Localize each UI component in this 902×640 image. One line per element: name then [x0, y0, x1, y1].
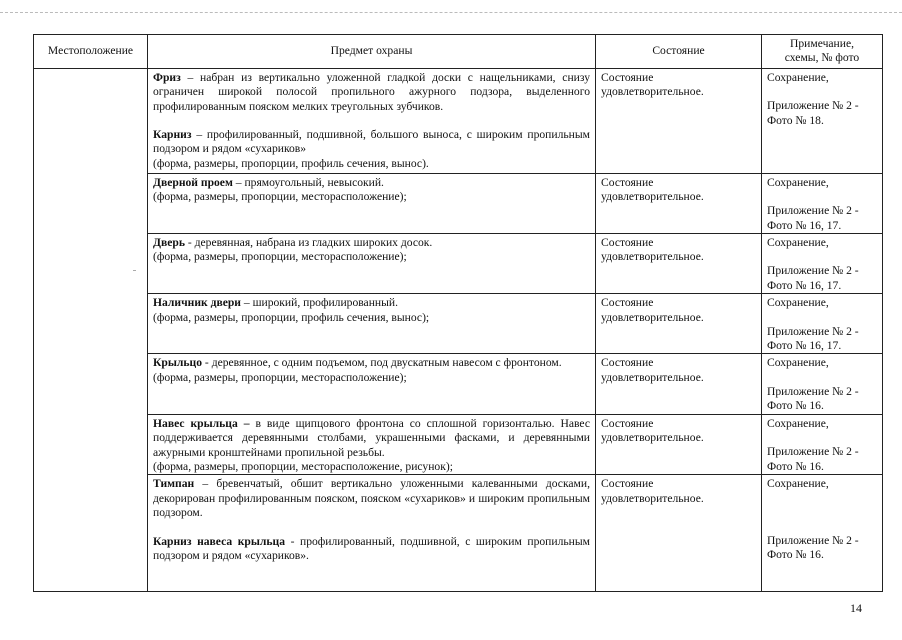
header-row	[34, 35, 883, 69]
subject-term: Карниз навеса крыльца	[153, 534, 286, 548]
table-row	[34, 68, 883, 173]
table-row	[34, 414, 883, 475]
note-cell: Сохранение, Приложение № 2 - Фото № 16, 17.	[762, 234, 883, 294]
note-cell: Сохранение, Приложение № 2 - Фото № 16, 17.	[762, 294, 883, 354]
page-number: 14	[850, 601, 862, 615]
subject-cell: Фриз – набран из вертикально уложенной гладкой доски с нащельниками, снизу ограничен широкой полосой пропильного ажурного подзора, выделенного профилированным пояском мелких треугольных зубчиков. Карниз – профилированный, подшивной, большого выноса, с широким пропильным подзором и рядом «сухариков» (форма, размеры, пропорции, профиль сечения, вынос).	[148, 68, 596, 173]
table-row	[34, 173, 883, 233]
subject-cell: Дверь - деревянная, набрана из гладких широких досок. (форма, размеры, пропорции, месторасположение);	[148, 234, 596, 294]
subject-cell: Наличник двери – широкий, профилированный. (форма, размеры, пропорции, профиль сечения, вынос);	[148, 294, 596, 354]
table-row	[34, 475, 883, 592]
condition-cell: Состояние удовлетворительное.	[596, 234, 762, 294]
subject-term: Навес крыльца –	[153, 416, 250, 430]
note-cell: Сохранение, Приложение № 2 - Фото № 18.	[762, 68, 883, 173]
header-subject: Предмет охраны	[148, 35, 596, 69]
condition-cell: Состояние удовлетворительное.	[596, 475, 762, 592]
subject-term: Тимпан	[153, 477, 195, 491]
condition-cell: Состояние удовлетворительное.	[596, 294, 762, 354]
condition-cell: Состояние удовлетворительное.	[596, 354, 762, 414]
note-cell: Сохранение, Приложение № 2 - Фото № 16.	[762, 475, 883, 592]
subject-term: Карниз	[153, 128, 192, 142]
subject-cell: Дверной проем – прямоугольный, невысокий. (форма, размеры, пропорции, месторасположение);	[148, 173, 596, 233]
subject-cell: Навес крыльца – в виде щипцового фронтона со сплошной горизонталью. Навес поддерживается деревянными столбами, украшенными фасками, и деревянными ажурными кронштейнами пропильной резьбы. (форма, размеры, пропорции, месторасположение, рисунок);	[148, 414, 596, 475]
table-row	[34, 354, 883, 414]
condition-cell: Состояние удовлетворительное.	[596, 414, 762, 475]
table-row	[34, 234, 883, 294]
subject-cell: Крыльцо - деревянное, с одним подъемом, под двускатным навесом с фронтоном. (форма, размеры, пропорции, месторасположение);	[148, 354, 596, 414]
note-cell: Сохранение, Приложение № 2 - Фото № 16.	[762, 354, 883, 414]
scan-edge-line	[0, 12, 902, 13]
protection-table	[33, 34, 883, 592]
header-condition: Состояние	[596, 35, 762, 69]
subject-term: Фриз	[153, 70, 181, 84]
condition-cell: Состояние удовлетворительное.	[596, 173, 762, 233]
subject-term: Дверь	[153, 236, 185, 250]
header-location: Местоположение	[34, 35, 148, 69]
condition-cell: Состояние удовлетворительное.	[596, 68, 762, 173]
subject-cell: Тимпан – бревенчатый, обшит вертикально уложенными калеванными досками, декорирован профилированным пояском, пояском «сухариков» и широким пропильным подзором. Карниз навеса крыльца - профилированный, подшивной, с широким пропильным подзором и рядом «сухариков».	[148, 475, 596, 592]
scan-mark	[133, 270, 136, 271]
subject-term: Дверной проем	[153, 175, 233, 189]
subject-term: Наличник двери	[153, 296, 241, 310]
location-cell	[34, 68, 148, 592]
subject-term: Крыльцо	[153, 356, 203, 370]
header-note: Примечание, схемы, № фото	[762, 35, 883, 69]
note-cell: Сохранение, Приложение № 2 - Фото № 16, 17.	[762, 173, 883, 233]
note-cell: Сохранение, Приложение № 2 - Фото № 16.	[762, 414, 883, 475]
table-row	[34, 294, 883, 354]
